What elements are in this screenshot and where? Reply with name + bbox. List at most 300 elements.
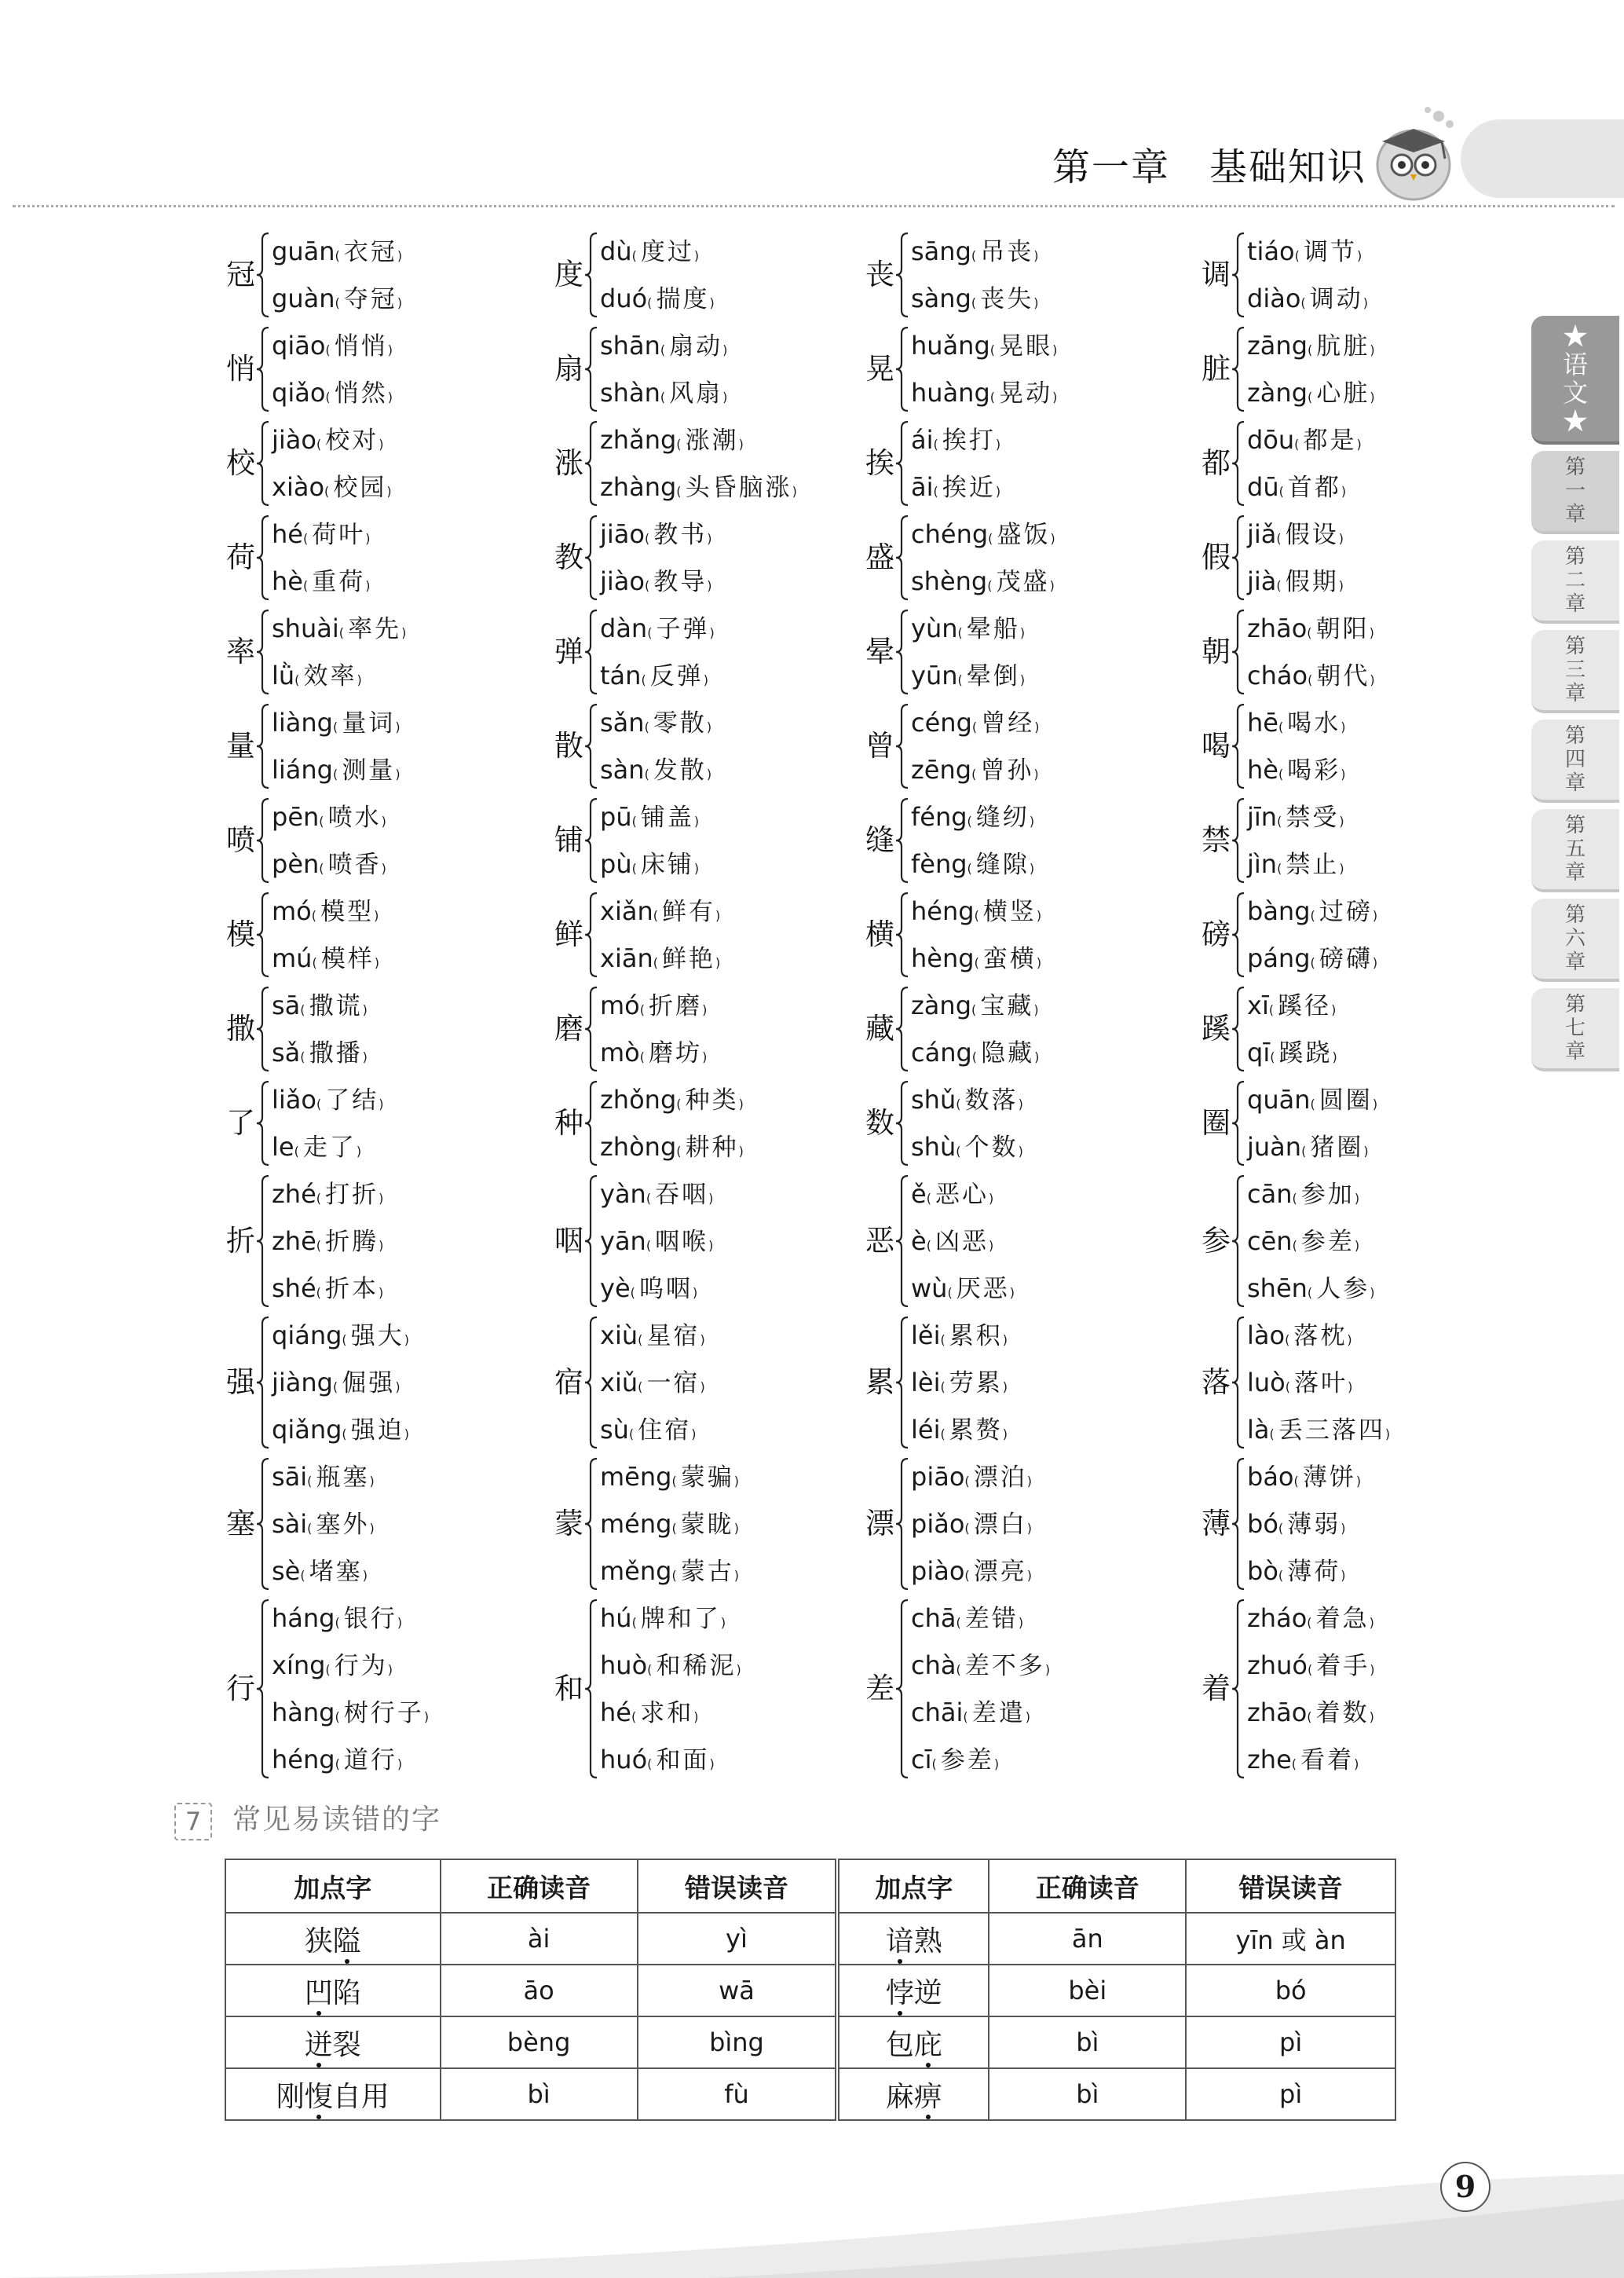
reading-line: mó( 折磨) <box>600 991 708 1020</box>
curly-brace <box>895 515 909 600</box>
wrong-reading-cell: wā <box>638 1965 838 2016</box>
correct-reading-cell: bèng <box>441 2016 638 2068</box>
example-word: 曾孙 <box>980 756 1034 785</box>
curly-brace <box>895 610 909 694</box>
example-word: 调动 <box>1309 285 1363 313</box>
pinyin: fèng <box>911 849 967 879</box>
reading-line: yàn( 吞咽) <box>600 1179 714 1209</box>
curly-brace <box>256 610 270 694</box>
wrong-reading-cell: bìng <box>638 2016 838 2068</box>
curly-brace <box>584 1175 598 1307</box>
curly-brace <box>895 1458 909 1590</box>
curly-brace <box>1231 1317 1245 1448</box>
example-word: 蒙古 <box>680 1558 734 1586</box>
curly-brace <box>584 987 598 1071</box>
polyphone-character: 宿 <box>554 1365 583 1399</box>
pinyin: páng <box>1247 943 1311 973</box>
pinyin: qī <box>1247 1038 1271 1068</box>
pinyin: lěi <box>911 1320 941 1350</box>
reading-line: háng( 银行) <box>272 1603 403 1633</box>
polyphone-character: 铺 <box>554 823 583 857</box>
side-tab-label: 第六章 <box>1564 903 1586 974</box>
example-word: 蒙眬 <box>680 1511 734 1539</box>
curly-brace <box>256 892 270 977</box>
dotted-character: 庇 <box>914 2023 942 2063</box>
table-header-cell: 错误读音 <box>638 1859 838 1913</box>
pinyin: zhāo <box>1247 1698 1308 1727</box>
curly-brace <box>895 987 909 1071</box>
reading-line: sù( 住宿) <box>600 1415 697 1445</box>
pinyin: juàn <box>1247 1132 1302 1162</box>
pinyin: piāo <box>911 1462 965 1492</box>
reading-line: āi( 挨近) <box>911 472 1001 502</box>
reading-line: zháo( 着急) <box>1247 1603 1374 1633</box>
example-word: 蹊跷 <box>1278 1039 1333 1068</box>
reading-line: bàng( 过磅) <box>1247 896 1378 926</box>
example-word: 衣冠 <box>343 238 397 266</box>
reading-line: xī( 蹊径) <box>1247 991 1337 1020</box>
reading-line: piāo( 漂泊) <box>911 1462 1032 1492</box>
reading-line: sāng( 吊丧) <box>911 236 1039 266</box>
word-part: 刚 <box>276 2080 305 2113</box>
polyphone-character: 朝 <box>1202 635 1231 668</box>
curly-brace <box>895 1599 909 1778</box>
polyphone-character: 模 <box>226 917 255 951</box>
pinyin: shān <box>600 331 660 361</box>
example-word: 悄悄 <box>334 332 388 361</box>
pinyin: zhǒng <box>600 1085 677 1115</box>
example-word: 着急 <box>1315 1605 1370 1633</box>
pinyin: piǎo <box>911 1509 965 1539</box>
pinyin: cáng <box>911 1038 972 1068</box>
reading-line: tiáo( 调节) <box>1247 236 1362 266</box>
polyphone-character: 种 <box>554 1106 583 1140</box>
polyphone-character: 度 <box>554 258 583 291</box>
reading-line: féng( 缝纫) <box>911 802 1035 832</box>
example-word: 人参 <box>1316 1275 1370 1303</box>
table-header-cell: 加点字 <box>225 1859 441 1913</box>
pinyin: mó <box>272 896 312 926</box>
curly-brace <box>895 327 909 412</box>
example-word: 禁止 <box>1286 851 1340 879</box>
reading-line: qiāo( 悄悄) <box>272 331 393 361</box>
polyphone-character: 都 <box>1202 446 1231 480</box>
curly-brace <box>1231 892 1245 977</box>
reading-line: mó( 模型) <box>272 896 379 926</box>
chapter-tab-2[interactable] <box>1531 540 1619 624</box>
wrong-reading-cell: yì <box>638 1913 838 1965</box>
reading-line: shān( 扇动) <box>600 331 728 361</box>
example-word: 头昏脑涨 <box>685 474 792 502</box>
example-word: 落叶 <box>1294 1369 1348 1397</box>
reading-line: cēn( 参差) <box>1247 1226 1360 1256</box>
reading-line: hú( 牌和了) <box>600 1603 726 1633</box>
reading-line: yè( 呜咽) <box>600 1273 698 1303</box>
example-word: 假设 <box>1285 521 1339 549</box>
side-tab-label: 第二章 <box>1564 545 1586 616</box>
example-word: 量词 <box>342 709 396 738</box>
reading-line: piǎo( 漂白) <box>911 1509 1032 1539</box>
reading-line: diào( 调动) <box>1247 284 1368 313</box>
pinyin: jiào <box>272 425 316 455</box>
pinyin: sāi <box>272 1462 308 1492</box>
reading-line: sàn( 发散) <box>600 755 712 785</box>
example-word: 子弹 <box>656 615 710 643</box>
pinyin: ái <box>911 425 934 455</box>
example-word: 种类 <box>685 1086 739 1115</box>
example-word: 和面 <box>656 1746 710 1774</box>
example-word: 蛮横 <box>982 945 1037 973</box>
pinyin: le <box>272 1132 294 1162</box>
example-word: 晕倒 <box>966 662 1020 690</box>
example-word: 差错 <box>964 1605 1019 1633</box>
pinyin: xiào <box>272 472 325 502</box>
example-word: 肮脏 <box>1316 332 1370 361</box>
word-part: 狭 <box>304 1925 333 1958</box>
pinyin: duó <box>600 284 648 313</box>
chapter-tab-7[interactable] <box>1531 988 1619 1071</box>
polyphone-character: 盛 <box>865 540 894 574</box>
example-word: 朝代 <box>1316 662 1370 690</box>
reading-line: dū( 首都) <box>1247 472 1347 502</box>
pinyin: shù <box>911 1132 956 1162</box>
reading-line: méng( 蒙眬) <box>600 1509 740 1539</box>
curly-brace <box>584 1458 598 1590</box>
reading-line: xiào( 校园) <box>272 472 392 502</box>
reading-line: pēn( 喷水) <box>272 802 386 832</box>
reading-line: lào( 落枕) <box>1247 1320 1352 1350</box>
reading-line: sè( 堵塞) <box>272 1556 368 1586</box>
reading-line: sā( 撒谎) <box>272 991 368 1020</box>
curly-brace <box>256 515 270 600</box>
pinyin: lèi <box>911 1368 941 1397</box>
reading-line: hē( 喝水) <box>1247 708 1346 738</box>
example-word: 吞咽 <box>655 1181 709 1209</box>
dotted-word-cell <box>837 1965 989 2016</box>
reading-line: pù( 床铺) <box>600 849 700 879</box>
pinyin: sāng <box>911 236 971 266</box>
chapter-title: 第一章 基础知识 <box>1052 145 1367 189</box>
chapter-tab-4[interactable] <box>1531 720 1619 803</box>
polyphone-character: 量 <box>226 729 255 763</box>
reading-line: yùn( 晕船) <box>911 613 1026 643</box>
page-number: 9 <box>1440 2162 1490 2212</box>
example-word: 盛饭 <box>997 521 1051 549</box>
pinyin: guān <box>272 236 335 266</box>
example-word: 漂白 <box>973 1511 1027 1539</box>
reading-line: lǜ( 效率) <box>272 661 362 690</box>
reading-line: cáng( 隐藏) <box>911 1038 1040 1068</box>
table-header-row <box>225 1859 1395 1913</box>
curly-brace <box>584 892 598 977</box>
pinyin: céng <box>911 708 972 738</box>
pinyin: shuài <box>272 613 339 643</box>
reading-line: xiù( 星宿) <box>600 1320 705 1350</box>
correct-reading-cell: bì <box>989 2068 1186 2120</box>
pinyin: shēn <box>1247 1273 1308 1303</box>
pinyin: è <box>911 1226 927 1256</box>
curly-brace <box>584 233 598 317</box>
pinyin: sè <box>272 1556 301 1586</box>
reading-line: jīn( 禁受) <box>1247 802 1344 832</box>
pinyin: liàng <box>272 708 333 738</box>
reading-line: shèng( 茂盛) <box>911 566 1055 596</box>
reading-line: huó( 和面) <box>600 1745 715 1774</box>
example-word: 调节 <box>1303 238 1357 266</box>
side-tab-label: 第五章 <box>1564 814 1586 884</box>
curly-brace <box>895 798 909 883</box>
reading-line: hé( 求和) <box>600 1698 699 1727</box>
example-word: 星宿 <box>646 1322 700 1350</box>
example-word: 瓶塞 <box>316 1463 370 1492</box>
example-word: 圆圈 <box>1319 1086 1373 1115</box>
mascot-owl-icon <box>1366 102 1469 204</box>
side-tab-label: ★语文★ <box>1562 321 1588 436</box>
example-word: 个数 <box>964 1134 1019 1162</box>
table-header-cell: 正确读音 <box>441 1859 638 1913</box>
pinyin: tán <box>600 661 642 690</box>
curly-brace <box>895 233 909 317</box>
pinyin: huò <box>600 1650 648 1680</box>
reading-line: dàn( 子弹) <box>600 613 715 643</box>
example-word: 挨打 <box>942 427 996 455</box>
pinyin: qiáng <box>272 1320 342 1350</box>
curly-brace <box>1231 1458 1245 1590</box>
curly-brace <box>584 798 598 883</box>
pinyin: tiáo <box>1247 236 1295 266</box>
reading-line: xiǎn( 鲜有) <box>600 896 721 926</box>
reading-line: jiāo( 教书) <box>600 519 712 549</box>
polyphone-character: 蹊 <box>1202 1012 1231 1046</box>
pinyin: zàng <box>1247 378 1308 408</box>
pinyin: mēng <box>600 1462 672 1492</box>
curly-brace <box>1231 515 1245 600</box>
polyphone-character: 藏 <box>865 1012 894 1046</box>
pinyin: dàn <box>600 613 648 643</box>
pinyin: piào <box>911 1556 965 1586</box>
curly-brace <box>584 610 598 694</box>
example-word: 强迫 <box>350 1416 404 1445</box>
pinyin: āi <box>911 472 934 502</box>
example-word: 参差 <box>940 1746 994 1774</box>
polyphone-character: 假 <box>1202 540 1231 574</box>
reading-line: yān( 咽喉) <box>600 1226 714 1256</box>
table-row <box>225 2068 1395 2120</box>
pinyin: zhé <box>272 1179 316 1209</box>
reading-line: liàng( 量词) <box>272 708 401 738</box>
example-word: 着手 <box>1316 1652 1370 1680</box>
reading-line: hèng( 蛮横) <box>911 943 1042 973</box>
reading-line: qiǎo( 悄然) <box>272 378 393 408</box>
example-word: 蒙骗 <box>680 1463 734 1492</box>
chapter-tab-1[interactable] <box>1531 451 1619 534</box>
wrong-reading-cell: pì <box>1186 2068 1395 2120</box>
example-word: 打折 <box>325 1181 379 1209</box>
pinyin: zháo <box>1247 1603 1308 1633</box>
example-word: 喷香 <box>327 851 382 879</box>
reading-line: dōu( 都是) <box>1247 425 1362 455</box>
table-header-cell: 加点字 <box>837 1859 989 1913</box>
reading-line: báo( 薄饼) <box>1247 1462 1362 1492</box>
polyphone-character: 冠 <box>226 258 255 291</box>
pinyin: pèn <box>272 849 320 879</box>
polyphone-character: 咽 <box>554 1224 583 1258</box>
pinyin: shé <box>272 1273 316 1303</box>
pinyin: jiào <box>600 566 645 596</box>
example-word: 住宿 <box>638 1416 692 1445</box>
pinyin: zhe <box>1247 1745 1292 1774</box>
dotted-word-cell <box>225 2068 441 2120</box>
polyphone-character: 蒙 <box>554 1507 583 1540</box>
dotted-word-cell <box>837 2016 989 2068</box>
subject-tab-chinese[interactable] <box>1531 316 1619 445</box>
example-word: 咽喉 <box>655 1228 709 1256</box>
example-word: 撒谎 <box>309 992 363 1020</box>
word-part: 逆 <box>913 1976 942 2009</box>
curly-brace <box>256 704 270 789</box>
example-word: 禁受 <box>1286 804 1340 832</box>
reading-line: zhāo( 朝阳) <box>1247 613 1374 643</box>
pinyin: ě <box>911 1179 927 1209</box>
pinyin: yān <box>600 1226 646 1256</box>
example-word: 道行 <box>343 1746 397 1774</box>
example-word: 堵塞 <box>309 1558 363 1586</box>
polyphone-character: 丧 <box>865 258 894 291</box>
example-word: 行为 <box>334 1652 388 1680</box>
pinyin: hé <box>272 519 303 549</box>
pinyin: jiǎ <box>1247 519 1277 549</box>
reading-line: qiǎng( 强迫) <box>272 1415 409 1445</box>
pinyin: féng <box>911 802 967 832</box>
polyphone-character: 恶 <box>865 1224 894 1258</box>
polyphone-character: 圈 <box>1202 1106 1231 1140</box>
example-word: 扇动 <box>669 332 723 361</box>
pinyin: cháo <box>1247 661 1308 690</box>
pinyin: léi <box>911 1415 941 1445</box>
example-word: 数落 <box>964 1086 1019 1115</box>
reading-line: jiǎ( 假设) <box>1247 519 1344 549</box>
pinyin: pū <box>600 802 632 832</box>
dotted-character: 谙 <box>886 1919 914 1959</box>
curly-brace <box>256 1081 270 1166</box>
polyphone-character: 调 <box>1202 258 1231 291</box>
pinyin: chāi <box>911 1698 964 1727</box>
table-row <box>225 1965 1395 2016</box>
pinyin: mò <box>600 1038 640 1068</box>
pinyin: zēng <box>911 755 972 785</box>
example-word: 荷叶 <box>312 521 366 549</box>
word-part: 麻 <box>885 2080 914 2113</box>
reading-line: xiǔ( 一宿) <box>600 1368 705 1397</box>
reading-line: zhe( 看着) <box>1247 1745 1359 1774</box>
pinyin: qiǎo <box>272 378 326 408</box>
reading-line: è( 凶恶) <box>911 1226 994 1256</box>
pinyin: héng <box>272 1745 335 1774</box>
dotted-character: 隘 <box>333 1919 361 1959</box>
example-word: 假期 <box>1285 568 1339 596</box>
reading-line: héng( 横竖) <box>911 896 1042 926</box>
example-word: 床铺 <box>640 851 694 879</box>
pinyin: yè <box>600 1273 631 1303</box>
curly-brace <box>256 987 270 1071</box>
example-word: 差不多 <box>964 1652 1045 1680</box>
reading-line: shuài( 率先) <box>272 613 407 643</box>
reading-line: zhāo( 着数) <box>1247 1698 1374 1727</box>
example-word: 和稀泥 <box>656 1652 737 1680</box>
chapter-tab-6[interactable] <box>1531 899 1619 982</box>
pinyin: xiù <box>600 1320 638 1350</box>
chapter-tab-5[interactable] <box>1531 809 1619 892</box>
reading-line: chéng( 盛饭) <box>911 519 1055 549</box>
correct-reading-cell: bì <box>441 2068 638 2120</box>
chapter-side-tabs <box>1531 316 1624 1078</box>
example-word: 漂泊 <box>973 1463 1027 1492</box>
pinyin: dōu <box>1247 425 1295 455</box>
example-word: 银行 <box>343 1605 397 1633</box>
correct-reading-cell: ài <box>441 1913 638 1965</box>
example-word: 吊丧 <box>980 238 1034 266</box>
pinyin: yūn <box>911 661 958 690</box>
polyphone-character: 撒 <box>226 1012 255 1046</box>
polyphone-character: 薄 <box>1202 1507 1231 1540</box>
pinyin: méng <box>600 1509 672 1539</box>
pinyin: liáng <box>272 755 333 785</box>
pinyin: báo <box>1247 1462 1294 1492</box>
polyphone-character: 率 <box>226 635 255 668</box>
pinyin: měng <box>600 1556 672 1586</box>
reading-line: hàng( 树行子) <box>272 1698 430 1727</box>
reading-line: juàn( 猪圈) <box>1247 1132 1369 1162</box>
reading-line: zhē( 折腾) <box>272 1226 384 1256</box>
reading-line: zēng( 曾孙) <box>911 755 1039 785</box>
reading-line: zhé( 打折) <box>272 1179 384 1209</box>
reading-line: hè( 重荷) <box>272 566 371 596</box>
pinyin: jīn <box>1247 802 1278 832</box>
example-word: 累积 <box>949 1322 1003 1350</box>
reading-line: ě( 恶心) <box>911 1179 994 1209</box>
correct-reading-cell: bèi <box>989 1965 1186 2016</box>
reading-line: quān( 圆圈) <box>1247 1085 1378 1115</box>
reading-line: mò( 磨坊) <box>600 1038 708 1068</box>
reading-line: lěi( 累积) <box>911 1320 1008 1350</box>
reading-line: pèn( 喷香) <box>272 849 386 879</box>
example-word: 横竖 <box>982 898 1037 926</box>
curly-brace <box>895 421 909 506</box>
reading-line: zhǎng( 涨潮) <box>600 425 744 455</box>
example-word: 牌和了 <box>640 1605 721 1633</box>
example-word: 隐藏 <box>981 1039 1035 1068</box>
example-word: 蹊径 <box>1278 992 1332 1020</box>
pinyin: bàng <box>1247 896 1311 926</box>
polyphone-character: 折 <box>226 1224 255 1258</box>
curly-brace <box>895 1317 909 1448</box>
pinyin: shèng <box>911 566 988 596</box>
reading-line: guān( 衣冠) <box>272 236 403 266</box>
polyphone-character: 横 <box>865 917 894 951</box>
example-word: 求和 <box>640 1699 694 1727</box>
example-word: 发散 <box>653 756 707 785</box>
reading-line: mú( 模样) <box>272 943 380 973</box>
dotted-word-cell <box>225 1913 441 1965</box>
reading-line: là( 丢三落四) <box>1247 1415 1391 1445</box>
pinyin: dū <box>1247 472 1279 502</box>
pinyin: chà <box>911 1650 956 1680</box>
pinyin: sā <box>272 991 301 1020</box>
pinyin: zàng <box>911 991 971 1020</box>
reading-line: sǎ( 撒播) <box>272 1038 368 1068</box>
example-word: 都是 <box>1303 427 1357 455</box>
chapter-tab-3[interactable] <box>1531 630 1619 713</box>
